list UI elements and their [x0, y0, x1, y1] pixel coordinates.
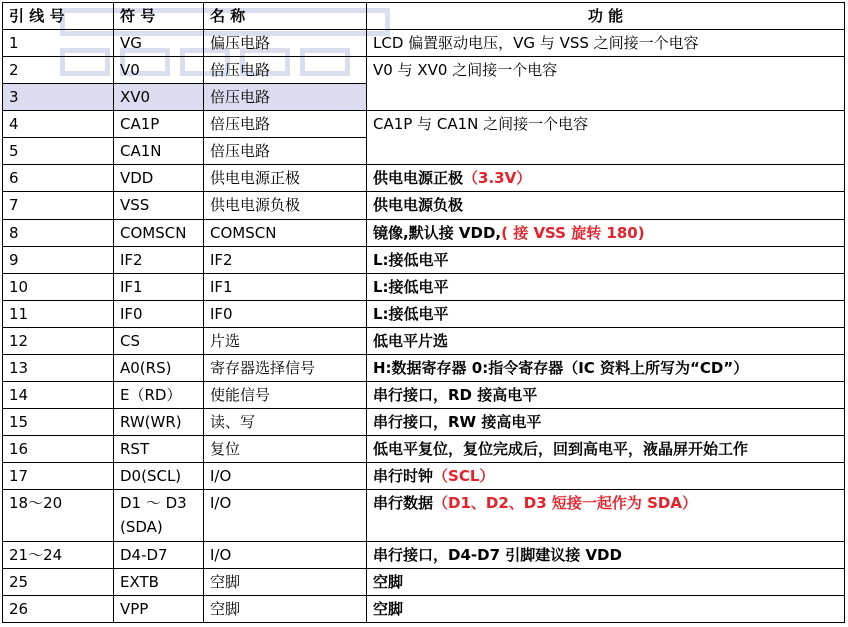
- function-text: 镜像,默认接 VDD,: [373, 223, 502, 242]
- function-cell: [367, 541, 845, 568]
- function-cell: [367, 354, 845, 381]
- pin-cell: 6: [3, 165, 114, 192]
- pin-cell: 14: [3, 382, 114, 409]
- function-note: ( 接 VSS 旋转 180): [501, 223, 645, 242]
- pin-cell: 2: [3, 57, 114, 84]
- function-text: 串行时钟: [373, 467, 434, 486]
- pin-cell: 4: [3, 111, 114, 138]
- function-text: 串行接口，D4-D7 引脚建议接 VDD: [373, 545, 622, 564]
- symbol-cell: IF1: [114, 273, 204, 300]
- symbol-cell: CS: [114, 327, 204, 354]
- function-note: （3.3V）: [463, 169, 532, 188]
- function-cell: [367, 300, 845, 327]
- table-row: [3, 300, 845, 327]
- table-row: [3, 57, 845, 84]
- symbol-cell: CA1P: [114, 111, 204, 138]
- table-row: [3, 165, 845, 192]
- table-row: [3, 382, 845, 409]
- name-cell: 复位: [204, 436, 367, 463]
- name-cell: 偏压电路: [204, 30, 367, 57]
- function-cell: [367, 165, 845, 192]
- name-cell: I/O: [204, 490, 367, 541]
- function-cell: [367, 436, 845, 463]
- function-cell: [367, 111, 845, 165]
- header-row: [3, 3, 845, 30]
- table-row: [3, 490, 845, 541]
- pin-definition-table: [2, 2, 845, 623]
- pin-cell: 16: [3, 436, 114, 463]
- function-cell: [367, 327, 845, 354]
- function-text: 供电电源正极: [373, 169, 464, 188]
- symbol-cell: D1 ～ D3 (SDA): [114, 490, 204, 541]
- function-text: L:接低电平: [373, 304, 449, 323]
- function-text: CA1P 与 CA1N 之间接一个电容: [373, 115, 589, 134]
- function-cell: [367, 490, 845, 541]
- function-cell: [367, 273, 845, 300]
- name-cell: 供电电源正极: [204, 165, 367, 192]
- symbol-cell: IF2: [114, 246, 204, 273]
- table-row: [3, 409, 845, 436]
- table-row: [3, 192, 845, 219]
- name-cell: 供电电源负极: [204, 192, 367, 219]
- table-row: [3, 246, 845, 273]
- name-cell: COMSCN: [204, 219, 367, 246]
- symbol-cell: E（RD）: [114, 382, 204, 409]
- symbol-cell: D4-D7: [114, 541, 204, 568]
- pin-cell: 18～20: [3, 490, 114, 541]
- function-cell: [367, 30, 845, 57]
- pin-cell: 12: [3, 327, 114, 354]
- pin-cell: 8: [3, 219, 114, 246]
- name-cell: 倍压电路: [204, 138, 367, 165]
- symbol-cell: VSS: [114, 192, 204, 219]
- symbol-cell: VDD: [114, 165, 204, 192]
- function-text: 低电平复位，复位完成后，回到高电平，液晶屏开始工作: [373, 440, 749, 459]
- table-row: [3, 30, 845, 57]
- function-cell: [367, 595, 845, 622]
- function-cell: [367, 568, 845, 595]
- function-text: L:接低电平: [373, 250, 449, 269]
- symbol-cell: RST: [114, 436, 204, 463]
- symbol-cell: XV0: [114, 84, 204, 111]
- name-cell: 使能信号: [204, 382, 367, 409]
- pin-cell: 26: [3, 595, 114, 622]
- function-text: H:数据寄存器 0:指令寄存器（IC 资料上所写为“CD”）: [373, 358, 749, 377]
- function-text: 串行接口，RD 接高电平: [373, 386, 538, 405]
- table-row: [3, 354, 845, 381]
- function-text: 串行数据: [373, 494, 434, 513]
- header-function: 功 能: [367, 3, 845, 30]
- table-row: [3, 327, 845, 354]
- symbol-cell: COMSCN: [114, 219, 204, 246]
- table-row: [3, 463, 845, 490]
- symbol-cell: VG: [114, 30, 204, 57]
- name-cell: IF2: [204, 246, 367, 273]
- function-cell: [367, 57, 845, 111]
- pin-cell: 13: [3, 354, 114, 381]
- function-cell: [367, 192, 845, 219]
- symbol-cell: A0(RS): [114, 354, 204, 381]
- function-text: 低电平片选: [373, 331, 449, 350]
- header-symbol: 符 号: [114, 3, 204, 30]
- symbol-cell: IF0: [114, 300, 204, 327]
- table-row: [3, 273, 845, 300]
- pin-cell: 15: [3, 409, 114, 436]
- table-row: [3, 219, 845, 246]
- table-row: [3, 568, 845, 595]
- symbol-cell: RW(WR): [114, 409, 204, 436]
- name-cell: 空脚: [204, 568, 367, 595]
- name-cell: I/O: [204, 463, 367, 490]
- header-name: 名 称: [204, 3, 367, 30]
- header-pin: 引 线 号: [3, 3, 114, 30]
- function-note: （SCL）: [433, 467, 495, 486]
- function-text: 串行接口，RW 接高电平: [373, 413, 542, 432]
- pin-cell: 25: [3, 568, 114, 595]
- name-cell: 片选: [204, 327, 367, 354]
- pin-cell: 10: [3, 273, 114, 300]
- name-cell: IF0: [204, 300, 367, 327]
- pin-cell: 3: [3, 84, 114, 111]
- function-text: 空脚: [373, 599, 404, 618]
- pin-cell: 21～24: [3, 541, 114, 568]
- pin-cell: 5: [3, 138, 114, 165]
- table-row: [3, 111, 845, 138]
- symbol-cell: CA1N: [114, 138, 204, 165]
- function-text: 空脚: [373, 572, 404, 591]
- symbol-cell: VPP: [114, 595, 204, 622]
- table-row: [3, 595, 845, 622]
- pin-cell: 9: [3, 246, 114, 273]
- name-cell: 倍压电路: [204, 57, 367, 84]
- name-cell: I/O: [204, 541, 367, 568]
- table-row: [3, 541, 845, 568]
- pin-cell: 11: [3, 300, 114, 327]
- pin-cell: 1: [3, 30, 114, 57]
- name-cell: 寄存器选择信号: [204, 354, 367, 381]
- function-text: L:接低电平: [373, 277, 449, 296]
- function-text: V0 与 XV0 之间接一个电容: [373, 61, 558, 80]
- function-text: LCD 偏置驱动电压，VG 与 VSS 之间接一个电容: [373, 34, 699, 52]
- name-cell: 空脚: [204, 595, 367, 622]
- function-text: 供电电源负极: [373, 196, 464, 215]
- symbol-cell: V0: [114, 57, 204, 84]
- name-cell: 倍压电路: [204, 111, 367, 138]
- name-cell: 读、写: [204, 409, 367, 436]
- function-cell: [367, 409, 845, 436]
- pin-cell: 17: [3, 463, 114, 490]
- name-cell: 倍压电路: [204, 84, 367, 111]
- name-cell: IF1: [204, 273, 367, 300]
- table-row: [3, 436, 845, 463]
- symbol-cell: D0(SCL): [114, 463, 204, 490]
- function-cell: [367, 463, 845, 490]
- pin-cell: 7: [3, 192, 114, 219]
- symbol-cell: EXTB: [114, 568, 204, 595]
- function-cell: [367, 219, 845, 246]
- function-cell: [367, 382, 845, 409]
- function-note: （D1、D2、D3 短接一起作为 SDA）: [433, 494, 697, 513]
- function-cell: [367, 246, 845, 273]
